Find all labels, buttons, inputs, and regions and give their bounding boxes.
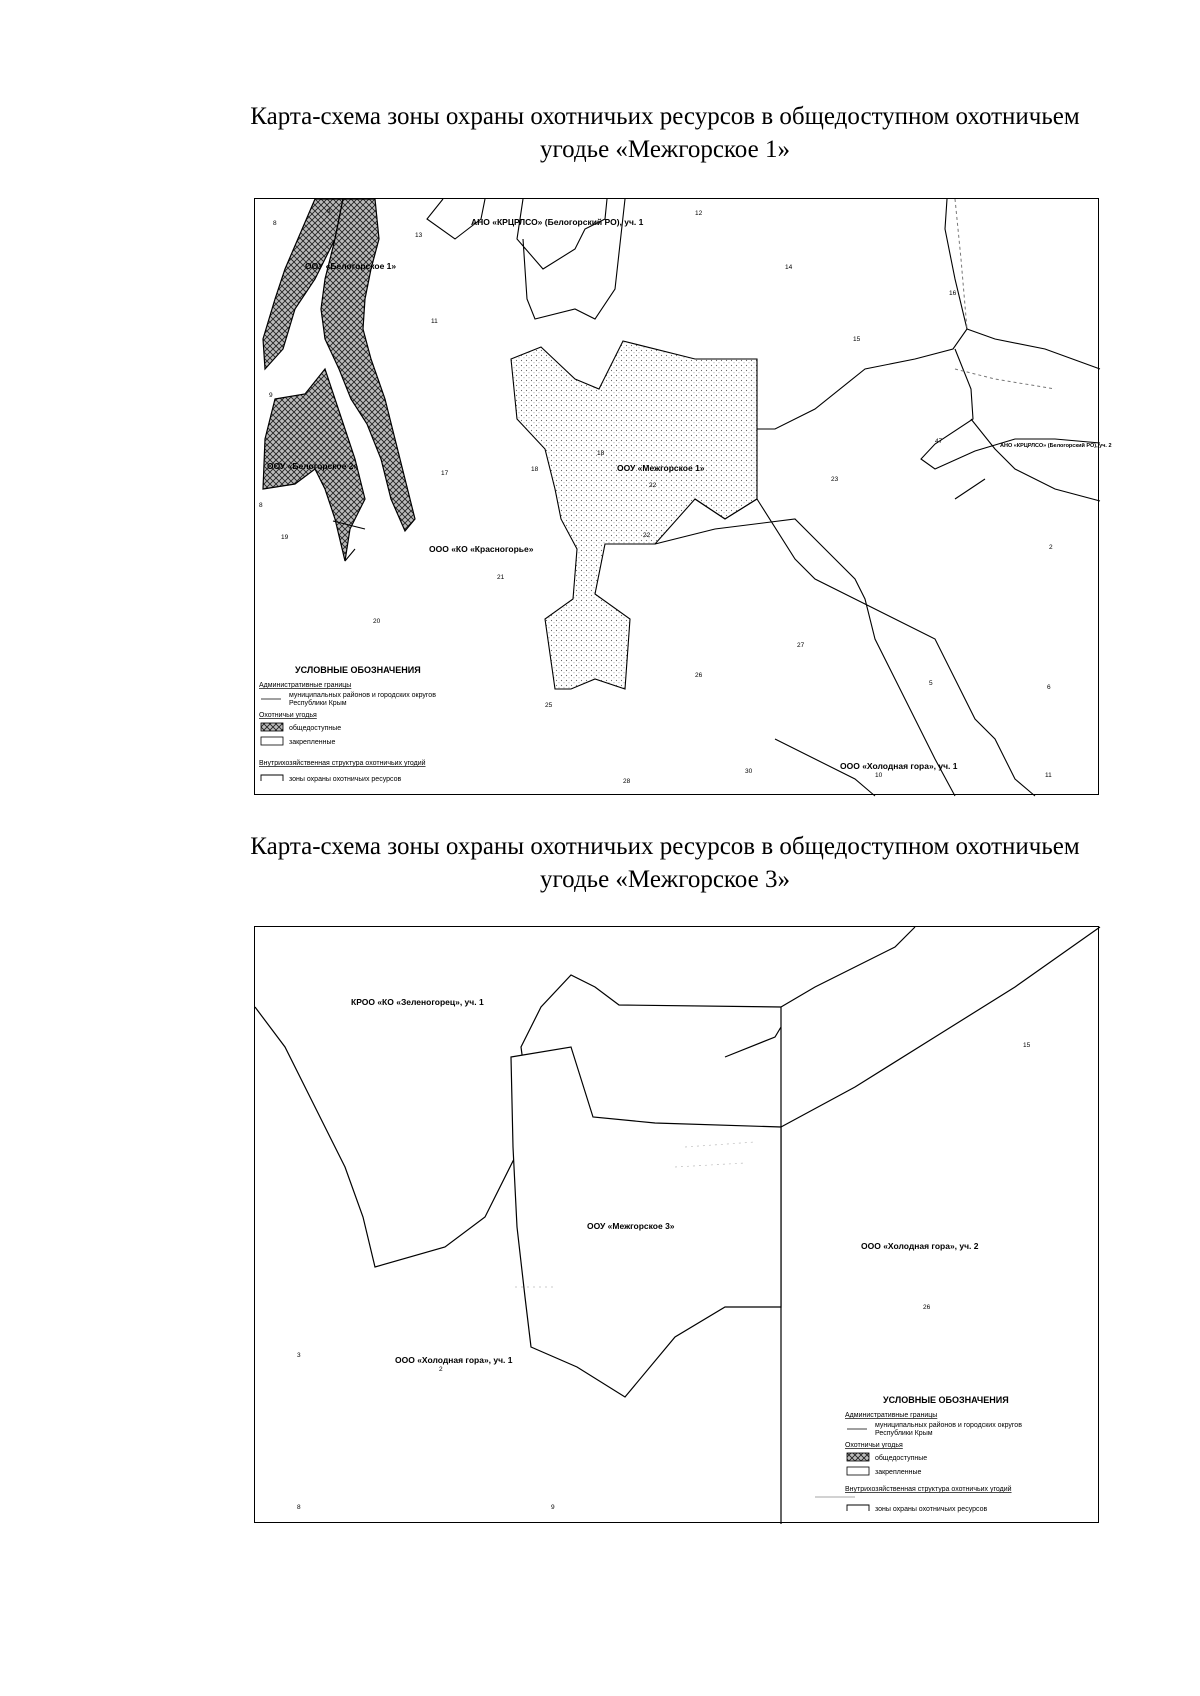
zone-number: 9 [269,392,273,399]
legend-hunting: Охотничьи угодья [845,1442,903,1449]
zone-number: 6 [1047,684,1051,691]
legend-zones: зоны охраны охотничьих ресурсов [875,1506,988,1513]
label-belogorskoe2: ООУ «Белогорское 2» [267,461,359,471]
label-ano: АНО «КРЦРЛСО» (Белогорский РО), уч. 1 [471,217,644,227]
zone-number: 19 [281,534,289,541]
legend-zones-symbol [261,775,283,781]
label-belogorskoe1: ООУ «Белогорское 1» [305,261,397,271]
map2-legend [845,1395,1022,1513]
label-kcrc-right: АНО «КРЦРЛСО» (Белогорский РО), уч. 2 [1000,443,1112,449]
zone-number: 22 [643,532,651,539]
zone-number: 23 [831,476,839,483]
zone-number: 2 [1049,544,1053,551]
zone-number: 26 [695,672,703,679]
zone-number: 5 [929,680,933,687]
map1-canvas [255,199,1112,796]
map1-dashed-line [955,199,1055,389]
legend-heading: УСЛОВНЫЕ ОБОЗНАЧЕНИЯ [295,665,421,675]
zone-number: 15 [853,336,861,343]
zone-number: 18 [597,450,605,457]
map1-legend [259,665,436,783]
zone-number: 9 [327,208,331,215]
legend-admin-item: муниципальных районов и городских округов [289,692,436,699]
label-kholodnaya1: ООО «Холодная гора», уч. 1 [840,761,958,771]
map2-title-line1: Карта-схема зоны охраны охотничьих ресурсов в общедоступном охотничьем [250,833,1080,860]
legend-structure: Внутрихозяйственная структура охотничьих угодий [845,1486,1012,1493]
kholodnaya1-area [303,1027,445,1257]
zone-number: 26 [923,1304,931,1311]
zone-number: 8 [259,502,263,509]
legend-admin-item: муниципальных районов и городских округов [875,1422,1022,1429]
map2-title-line2: угодье «Межгорское 3» [540,866,790,893]
zone-number: 8 [297,1504,301,1511]
legend-admin-item2: Республики Крым [289,700,347,707]
map2-canvas [255,927,1100,1524]
legend-assigned: закрепленные [875,1469,922,1476]
zone-number: 3 [297,1352,301,1359]
zone-number: 2 [439,1366,443,1373]
zone-number: 9 [551,1504,555,1511]
legend-admin-item2: Республики Крым [875,1430,933,1437]
zone-number: 15 [1023,1042,1031,1049]
legend-assigned-swatch [847,1467,869,1475]
legend-admin: Административные границы [259,682,352,689]
zone-number: 25 [545,702,553,709]
label-mezhgorskoe1: ООУ «Межгорское 1» [617,463,705,473]
zone-number: 14 [785,264,793,271]
zone-number: 18 [531,466,539,473]
zone-number: 20 [373,618,381,625]
zone-number: 12 [695,210,703,217]
map2-title [150,830,1180,896]
legend-public: общедоступные [875,1455,928,1462]
zone-number: 13 [415,232,423,239]
map2-frame [254,926,1099,1523]
label-zelenogorets: КРОО «КО «Зеленогорец», уч. 1 [351,997,484,1007]
legend-heading: УСЛОВНЫЕ ОБОЗНАЧЕНИЯ [883,1395,1009,1405]
map1-frame [254,198,1112,795]
zone-number: 17 [441,470,449,477]
label-krasnogorye: ООО «КО «Красногорье» [429,544,534,554]
legend-assigned-swatch [261,737,283,745]
map1-title [150,100,1180,166]
zone-number: 11 [1045,772,1052,779]
legend-zones: зоны охраны охотничьих ресурсов [289,776,402,783]
zone-number: 10 [875,772,883,779]
zone-number: 16 [949,290,957,297]
mezhgorskoe1-zone [511,341,757,689]
legend-admin: Административные границы [845,1412,938,1419]
legend-hunting: Охотничьи угодья [259,712,317,719]
legend-structure: Внутрихозяйственная структура охотничьих угодий [259,760,426,767]
legend-public: общедоступные [289,725,342,732]
zone-number: 22 [649,482,657,489]
legend-public-swatch [261,723,283,731]
zone-number: 27 [797,642,805,649]
zone-number: 8 [273,220,277,227]
zone-number: 47 [935,438,943,445]
label-mezhgorskoe3: ООУ «Межгорское 3» [587,1221,675,1231]
zone-number: 30 [745,768,753,775]
map1-title-line2: угодье «Межгорское 1» [540,136,790,163]
legend-zones-symbol [847,1505,869,1511]
zone-number: 21 [497,574,505,581]
label-kholodnaya1: ООО «Холодная гора», уч. 1 [395,1355,513,1365]
label-kholodnaya2: ООО «Холодная гора», уч. 2 [861,1241,979,1251]
zone-number: 28 [623,778,631,785]
legend-public-swatch [847,1453,869,1461]
map1-title-line1: Карта-схема зоны охраны охотничьих ресурсов в общедоступном охотничьем [250,103,1080,130]
zone-number: 11 [431,318,438,325]
legend-assigned: закрепленные [289,739,336,746]
